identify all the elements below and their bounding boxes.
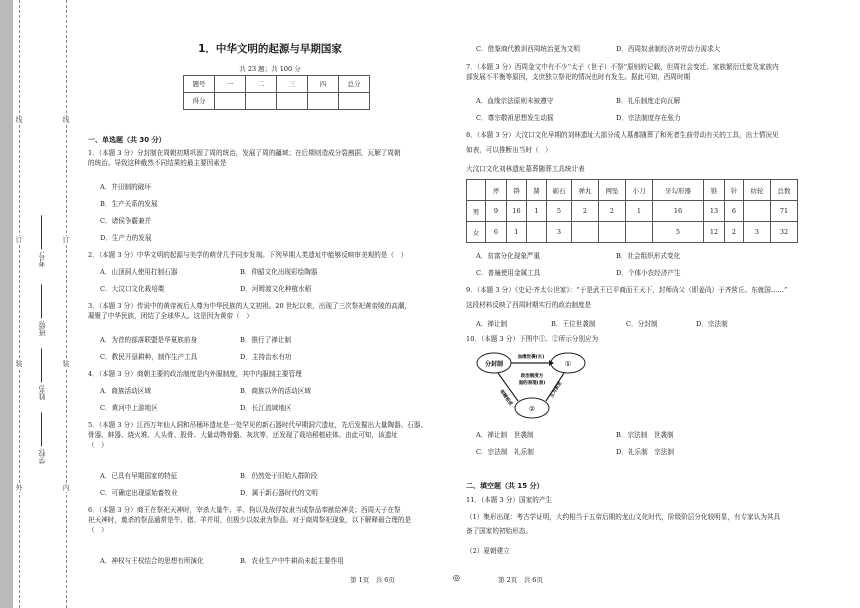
q8-table-cell: [744, 201, 771, 222]
q9-option-a[interactable]: A．禅让制: [476, 320, 508, 328]
question-11: 11．（本题 3 分）国家的产生: [466, 496, 553, 504]
question-2: 2．（本题 3 分）中华文明的起源与美学的萌芽几乎同步发端。下列早期人类遗址中能够反映审美观的是（ ）: [88, 251, 408, 259]
q6-option-b[interactable]: B．农业生产中牛耕尚未起主要作用: [240, 557, 344, 565]
inner-char-xian: 线: [62, 116, 70, 124]
q8-table-cell: 2: [599, 201, 626, 222]
score-input-cell[interactable]: [277, 93, 308, 110]
q8-table-header-cell: 锥: [704, 180, 725, 201]
q8-table-cell: 9: [486, 201, 507, 222]
q4-option-b[interactable]: B．商族以外的活动区域: [240, 387, 311, 395]
q8-table-cell: 2: [725, 222, 744, 243]
q8-table-row: [467, 201, 798, 222]
q8-option-c[interactable]: C．普遍使用金属工具: [476, 269, 541, 277]
q8-table-cell: 3: [547, 222, 572, 243]
q2-option-c[interactable]: C．大汶口文化栽培粟: [100, 285, 165, 293]
question-9: 9．（本题 3 分）《史记·齐太公世家》：“于是武王已平商而王天下，封师尚父（即姜尚）于齐营丘。东就国……” 这段材料反映了西周时期实行的政治制度是: [466, 286, 788, 309]
q5-option-d[interactable]: D．属于新石器时代的文明: [240, 489, 318, 497]
score-head-cell: 一: [215, 76, 246, 93]
q8-table-cell: 2: [572, 201, 599, 222]
q8-table-cell: 1: [626, 201, 653, 222]
q8-table-cell: 13: [704, 201, 725, 222]
q4-option-d[interactable]: D．长江流域地区: [240, 404, 292, 412]
q8-option-a[interactable]: A．贫富分化现象严重: [476, 252, 541, 260]
q8-table-header-cell: 牙勾形器: [653, 180, 704, 201]
q8-table-cell: 男: [467, 201, 486, 222]
q6-option-a[interactable]: A．神权与王权结合的思想有所演化: [100, 557, 204, 565]
q8-table-cell: 3: [744, 222, 771, 243]
score-label-cell: 得分: [184, 93, 215, 110]
q8-table-header-cell: 凿: [527, 180, 547, 201]
q8-table-header-cell: 锛: [507, 180, 527, 201]
q8-data-table: [466, 179, 798, 243]
outer-char-xian: 线: [15, 116, 23, 124]
q7-option-d[interactable]: D．宗法制度存在张力: [616, 114, 681, 122]
fold-mark-icon: ◎: [453, 573, 460, 582]
q9-option-b[interactable]: B．王位世袭制: [551, 320, 596, 328]
diagram-left-edge-label: 相辅相成: [498, 389, 513, 407]
outer-char-wai: 外: [15, 484, 23, 492]
page-number-right: 第 2页 共 6页: [498, 576, 543, 584]
q8-table-header-row: [467, 180, 798, 201]
q8-table-cell: 16: [507, 201, 527, 222]
question-5: 5．（本题 3 分）江西万年仙人洞和吊桶环遗址是一处罕见的新石器时代早期洞穴遗址，先后发掘出大量陶器、石器、 骨器、蚌器、烧火堆、人头骨、股骨、大量动物骨骼、灰坑等，还发现了栽培稻植硅体。由此可知，该遗址 （ ）: [88, 421, 427, 449]
q3-option-b[interactable]: B．推行了禅让制: [240, 336, 292, 344]
q10-option-a[interactable]: A．禅让制 世袭制: [476, 431, 534, 439]
q2-option-b[interactable]: B．仰韶文化出现彩绘陶器: [240, 268, 318, 276]
q9-option-d[interactable]: D．宗法制: [696, 320, 728, 328]
q5-option-c[interactable]: C．可确定出现原始畜牧业: [100, 489, 178, 497]
right-page: [466, 0, 844, 608]
q3-option-a[interactable]: A．为首的部落联盟是华夏族前身: [100, 336, 198, 344]
q5-option-a[interactable]: A．已具有早期国家的特征: [100, 472, 178, 480]
diagram-center-label-2: 面的表现(表): [518, 381, 546, 386]
q8-table-header-cell: 斧: [486, 180, 507, 201]
outer-char-ding: 订: [15, 236, 23, 244]
question-3: 3．（本题 3 分）传说中的黄帝被后人尊为中华民族的人文初祖。20 世纪以来，出现了三次祭祀黄帝陵的高潮， 凝聚了中华民族，团结了全球华人。这是因为黄帝（ ）: [88, 302, 412, 320]
q1-option-b[interactable]: B．生产关系的发展: [100, 200, 158, 208]
q8-table-cell: [527, 222, 547, 243]
q7-option-b[interactable]: B．礼乐制度走向瓦解: [616, 97, 681, 105]
q3-option-d[interactable]: D．主持治水有功: [240, 353, 292, 361]
section-fill-in: 二、填空题（共 15 分）: [466, 482, 544, 490]
q8-option-b[interactable]: B．社会组织形式变化: [616, 252, 681, 260]
q8-table-header-cell: 总数: [771, 180, 798, 201]
score-input-cell[interactable]: [308, 93, 339, 110]
q8-table-cell: 6: [486, 222, 507, 243]
binding-margin: [13, 0, 80, 608]
inner-char-zhuang: 装: [62, 360, 70, 368]
q1-option-a[interactable]: A．井田制的破坏: [100, 183, 151, 191]
q4-option-a[interactable]: A．商族活动区域: [100, 387, 151, 395]
score-head-cell: 二: [246, 76, 277, 93]
score-head-cell: 总分: [339, 76, 370, 93]
diagram-node-1-label: ①: [564, 360, 572, 368]
q9-option-c[interactable]: C．分封制: [626, 320, 658, 328]
question-6: 6．（本题 3 分）商王在祭祀天神时，宰杀大量牛、羊、狗以及战俘奴隶当成祭品奉献给神灵；西周天子在祭 祀天神时，奠杀的祭品通常是牛、猪、羊并用，但极少以奴隶为祭品。对于商周祭祀现象，以下解释最合理的是 （ ）: [88, 506, 412, 534]
question-1: 1．（本题 3 分）分封制在周朝初期巩固了周的统治，发展了周的疆域；在后期则造成分裂割据，瓦解了周朝 的统治。导致这种截然不同结果的最主要因素是: [88, 149, 401, 167]
q8-table-header-cell: 弹丸: [572, 180, 599, 201]
q8-table-cell: 6: [725, 201, 744, 222]
q11-subpart-2: （2）夏朝建立: [466, 547, 510, 555]
diagram-node-feudal-label: 分封制: [484, 361, 504, 368]
question-10: 10．（本题 3 分）下图中①、②所示分别应为: [466, 335, 599, 343]
page-subtitle: 共 23 题；共 100 分: [239, 65, 301, 73]
q8-table-cell: 71: [771, 201, 798, 222]
q10-option-c[interactable]: C．宗法制 礼乐制: [476, 448, 534, 456]
q3-option-c[interactable]: C．教民开垦耕种，制作生产工具: [100, 353, 198, 361]
question-7: 7．（本题 3 分）西周金文中有不少“太子（世子）不祭”原则的记载，但周社会变迁、家族繁衍迁徙及家族内 部发展不平衡等原因，支庶独立祭祀的情况也时有发生。据此可知，西周时期: [466, 63, 779, 81]
exam-number-field[interactable]: 考号:: [37, 215, 47, 267]
q2-option-d[interactable]: D．河姆渡文化种植水稻: [240, 285, 312, 293]
page-title: 1．中华文明的起源与早期国家: [198, 43, 342, 55]
q1-option-d[interactable]: D．生产力的发展: [100, 234, 152, 242]
outer-char-zhuang: 装: [15, 360, 23, 368]
q8-option-d[interactable]: D．个体小农经济产生: [616, 269, 681, 277]
diagram-node-2-label: ②: [528, 405, 536, 413]
q8-table-row: [467, 222, 798, 243]
q2-option-a[interactable]: A．山顶洞人使用打制石器: [100, 268, 178, 276]
section-single-choice: 一、单选题（共 30 分）: [88, 136, 166, 144]
q8-table-cell: 5: [653, 222, 704, 243]
class-field[interactable]: 班级:: [37, 284, 47, 336]
name-field[interactable]: 姓名:: [37, 348, 47, 400]
q10-option-b[interactable]: B．宗法制 世袭制: [616, 431, 674, 439]
outer-cut-line: [19, 0, 20, 608]
diagram-center-label-1: 政治制度方: [520, 374, 544, 379]
q8-table-header-cell: 砺石: [547, 180, 572, 201]
q8-table-cell: 12: [704, 222, 725, 243]
q8-table-header-cell: 纺轮: [744, 180, 771, 201]
q7-option-a[interactable]: A．血缘宗法原则未被遵守: [476, 97, 554, 105]
question-4: 4．（本题 3 分）商朝主要的政治制度是内外服制度，其中内服制主要管理: [88, 370, 302, 378]
diagram-top-label: 血缘世袭(长): [517, 355, 545, 360]
left-page: [88, 0, 452, 608]
inner-char-ding: 订: [62, 236, 70, 244]
question-8: 8．（本题 3 分）大汶口文化早期的刘林遗址大部分成人墓都随葬了和死者生前劳动有关的工具，出土情况见 如表，可以推断出当时（ ）: [466, 131, 779, 154]
diagram-right-edge-label: 互为表里: [549, 381, 564, 400]
q8-table-cell: 1: [507, 222, 527, 243]
q10-diagram: [476, 346, 626, 420]
q8-table-header-cell: [467, 180, 486, 201]
score-table: [183, 75, 370, 110]
q1-option-c[interactable]: C．诸侯争霸兼并: [100, 217, 152, 225]
q5-option-b[interactable]: B．仍然处于旧始人群阶段: [240, 472, 318, 480]
q4-option-c[interactable]: C．黄河中上游地区: [100, 404, 158, 412]
q8-table-cell: [599, 222, 626, 243]
inner-cut-line: [66, 0, 67, 608]
inner-char-nei: 内: [62, 484, 70, 492]
q11-paragraph: （1）集形出现：考古学证明，大约相当于五帝后期的龙山文化时代，阶级阶层分化较明显，有专家认为其具 备了国家的初始形态。: [466, 513, 781, 535]
q8-table-cell: 1: [527, 201, 547, 222]
q7-option-c[interactable]: C．尊宗敬祖思想发生动摇: [476, 114, 554, 122]
q8-table-cell: 5: [547, 201, 572, 222]
page-number-left: 第 1页 共 6页: [350, 576, 395, 584]
score-input-cell[interactable]: [246, 93, 277, 110]
binding-strip: [0, 0, 13, 608]
q8-table-cell: 32: [771, 222, 798, 243]
score-input-cell[interactable]: [215, 93, 246, 110]
q6-option-c[interactable]: C．借鉴商代教训西周统治更为文明: [476, 45, 580, 53]
score-head-cell: 四: [308, 76, 339, 93]
score-head-cell: 题号: [184, 76, 215, 93]
q8-table-cell: [626, 222, 653, 243]
q8-table-cell: [572, 222, 599, 243]
score-input-cell[interactable]: [339, 93, 370, 110]
q8-table-header-cell: 网坠: [599, 180, 626, 201]
score-head-cell: 三: [277, 76, 308, 93]
q6-option-d[interactable]: D．西周奴隶制经济对劳动力需求大: [616, 45, 721, 53]
q8-table-caption: 大汶口文化刘林遗址墓葬随葬工具统计表: [466, 165, 585, 173]
q8-table-cell: 女: [467, 222, 486, 243]
q8-table-cell: 16: [653, 201, 704, 222]
q8-table-header-cell: 针: [725, 180, 744, 201]
q8-table-header-cell: 小刀: [626, 180, 653, 201]
q10-option-d[interactable]: D．礼乐制 宗法制: [616, 448, 675, 456]
school-field[interactable]: 学校:: [37, 412, 47, 464]
